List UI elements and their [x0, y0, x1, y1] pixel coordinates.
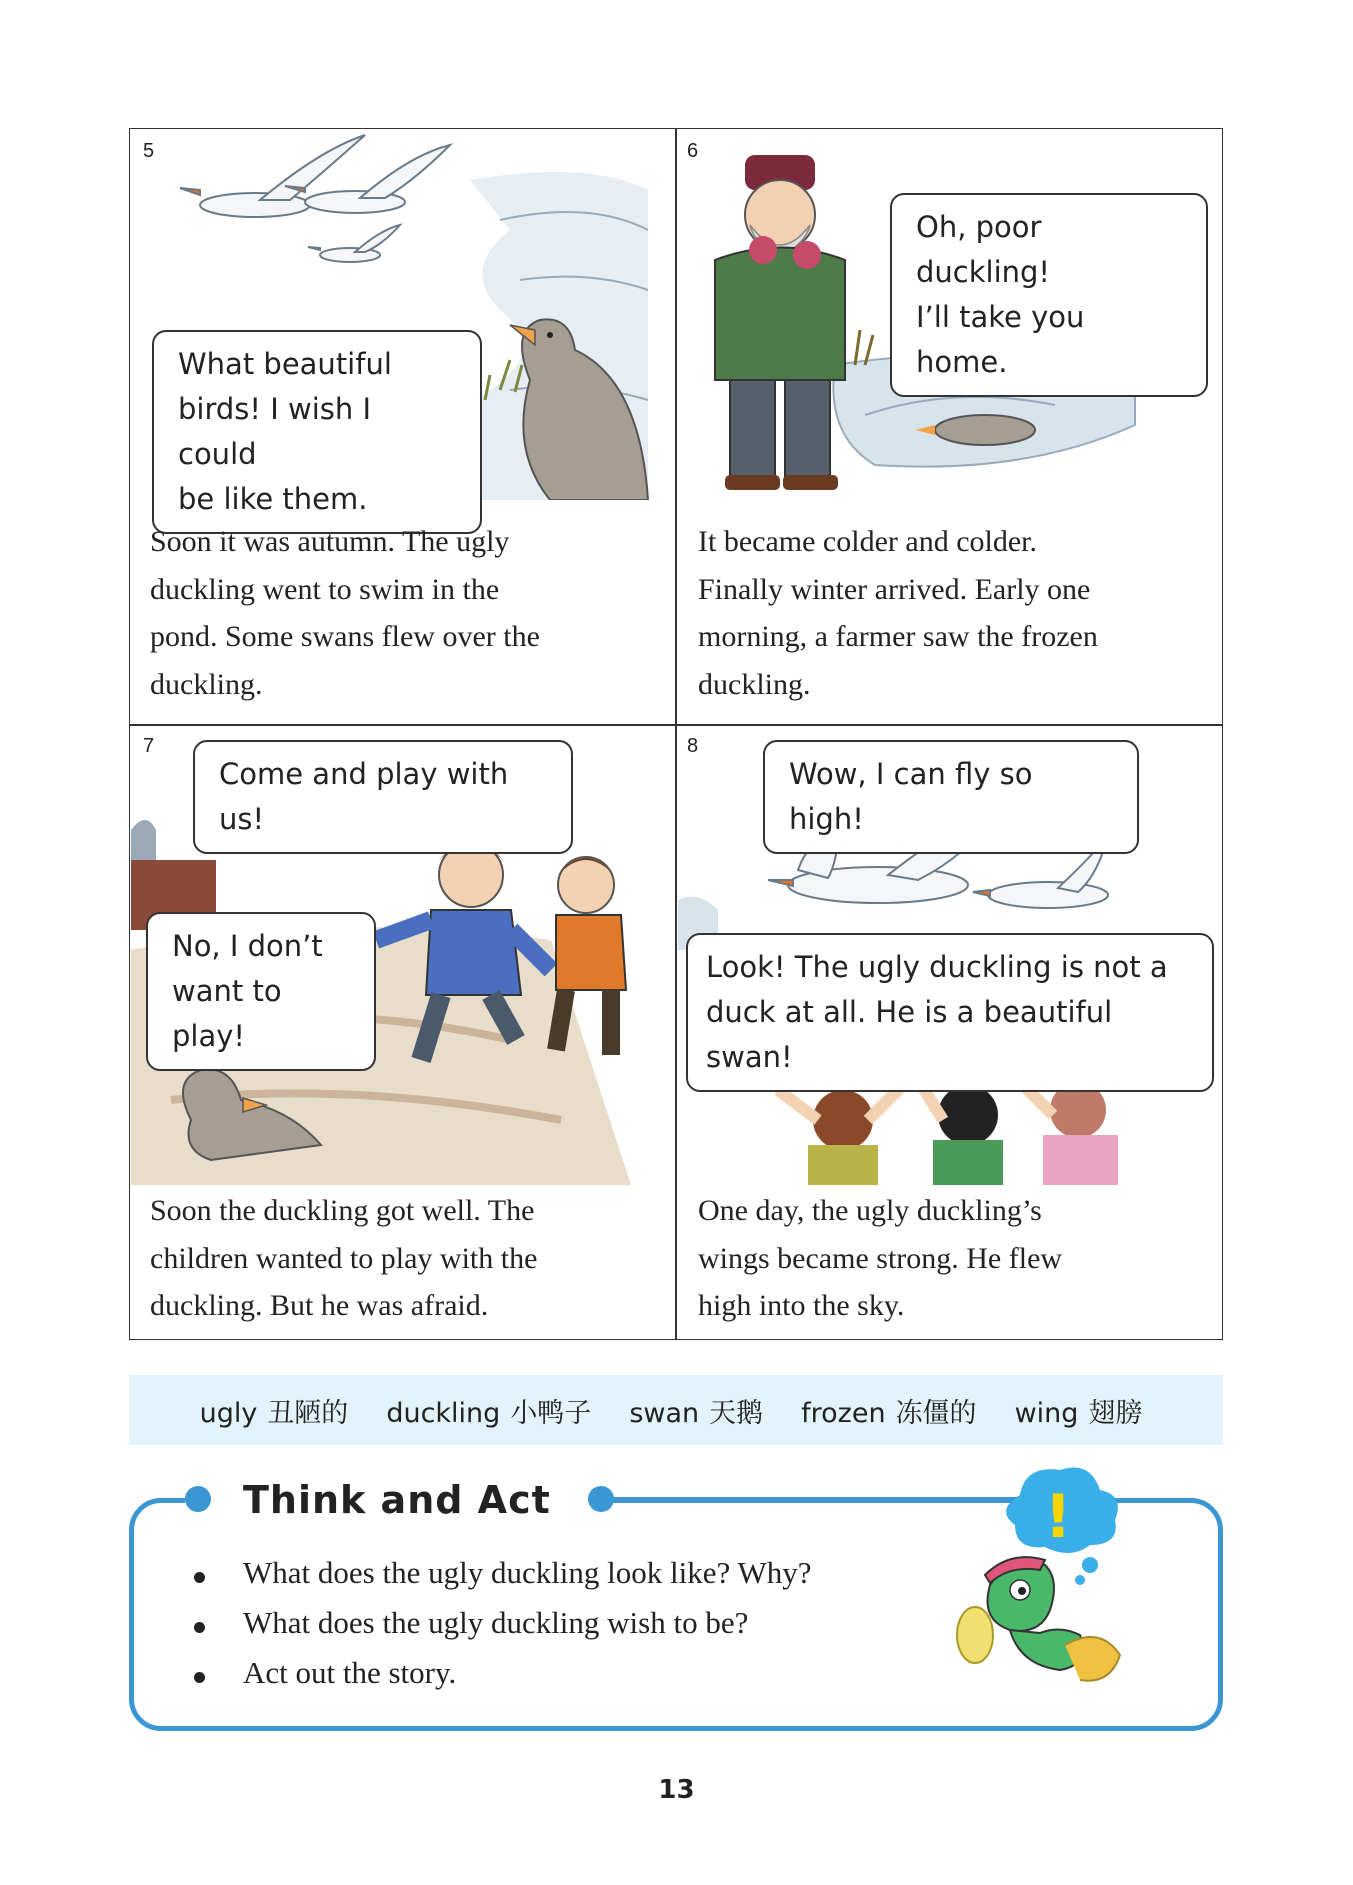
question-item: What does the ugly duckling look like? Why?: [243, 1555, 812, 1590]
swan-icon: [308, 225, 400, 262]
grid-divider-vertical: [675, 129, 677, 1339]
bullet: [194, 1622, 205, 1633]
panel-caption: One day, the ugly duckling’s wings became strong. He flew high into the sky.: [698, 1194, 1063, 1322]
title-dot-left: [185, 1486, 211, 1512]
speech-line: Come and play with us!: [219, 757, 509, 836]
exclamation-mark: !: [1044, 1482, 1072, 1552]
speech-line: Oh, poor duckling!: [916, 210, 1051, 289]
vocabulary-bar: [129, 1375, 1223, 1445]
children-speech-bubble: [686, 933, 1214, 1092]
speech-line: duck at all. He is a beautiful swan!: [706, 995, 1113, 1074]
bullet: [194, 1672, 205, 1683]
vocab-item: swan 天鹅: [629, 1397, 764, 1429]
turtle-mascot-icon: [957, 1557, 1120, 1681]
vocab-item: wing 翅膀: [1014, 1397, 1143, 1429]
bullet: [194, 1572, 205, 1583]
speech-line: Look! The ugly duckling is not a: [706, 950, 1168, 984]
panel-caption: Soon the duckling got well. The children wanted to play with the duckling. But he was afraid.: [150, 1194, 538, 1322]
panel-caption: Soon it was autumn. The ugly duckling went to swim in the pond. Some swans flew over the duckling.: [150, 525, 540, 701]
vocab-item: frozen 冻僵的: [801, 1397, 977, 1429]
panel-number: 6: [687, 140, 699, 162]
question-item: Act out the story.: [243, 1655, 457, 1690]
vocab-item: ugly 丑陋的: [199, 1397, 349, 1429]
speech-line: want to play!: [172, 974, 282, 1053]
swan-speech-bubble: [763, 740, 1139, 854]
duckling-speech-bubble: [146, 912, 376, 1071]
mascot-illustration: [950, 1455, 1170, 1695]
question-item: What does the ugly duckling wish to be?: [243, 1605, 749, 1640]
page-number: 13: [658, 1775, 695, 1805]
farmer-speech-bubble: [890, 193, 1208, 397]
speech-line: No, I don’t: [172, 929, 323, 963]
panel-number: 7: [143, 735, 155, 757]
duckling-speech-bubble: [152, 330, 482, 534]
panel-caption: It became colder and colder. Finally winter arrived. Early one morning, a farmer saw the frozen duckling.: [698, 525, 1098, 701]
speech-line: birds! I wish I could: [178, 392, 372, 471]
vocab-item: duckling 小鸭子: [386, 1397, 592, 1429]
panel-number: 8: [687, 735, 699, 757]
farmer-icon: [715, 155, 845, 490]
grid-divider-horizontal: [130, 724, 1222, 726]
children-speech-bubble: [193, 740, 573, 854]
speech-line: What beautiful: [178, 347, 392, 381]
boy-orange-icon: [556, 857, 626, 1055]
think-and-act-title: Think and Act: [243, 1478, 551, 1522]
panel-number: 5: [143, 140, 155, 162]
children-cheering-icon: [778, 1080, 1118, 1185]
speech-line: be like them.: [178, 482, 368, 516]
speech-line: Wow, I can fly so high!: [789, 757, 1033, 836]
speech-line: I’ll take you home.: [916, 300, 1085, 379]
